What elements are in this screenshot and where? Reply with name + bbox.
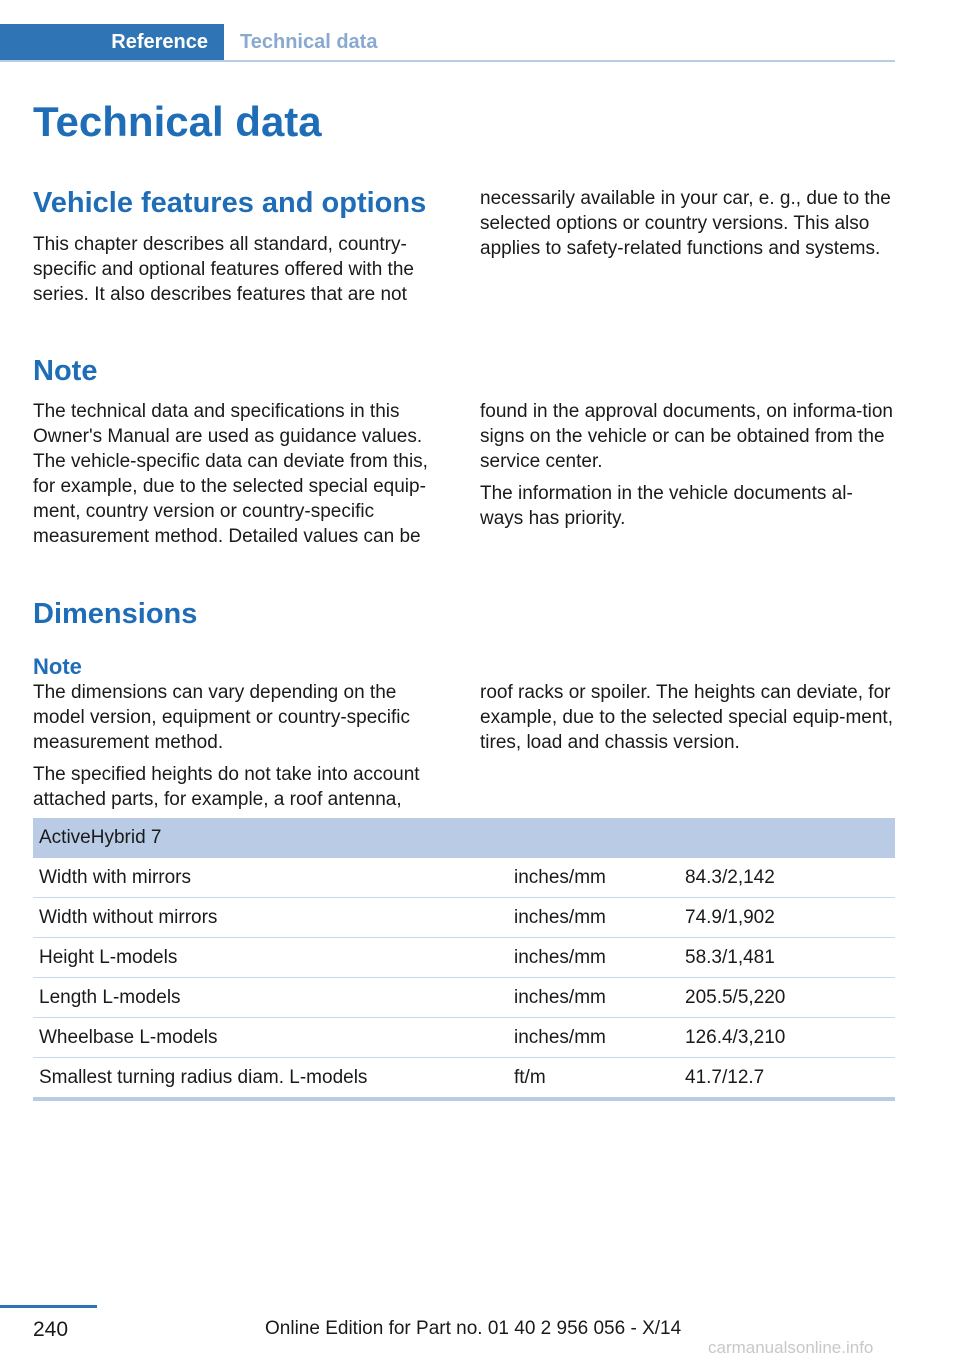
note-right-text-2: The information in the vehicle documents al-ways has priority.	[480, 483, 853, 529]
table-row	[33, 898, 895, 938]
row-label: Width with mirrors	[33, 858, 508, 898]
row-unit: inches/mm	[508, 858, 679, 898]
row-label: Smallest turning radius diam. L-models	[33, 1058, 508, 1100]
row-label: Width without mirrors	[33, 898, 508, 938]
table-header-row	[33, 818, 895, 858]
vehicle-features-right-text: necessarily available in your car, e. g., due to the selected options or country versions. This also applies to safety-related functions and systems.	[480, 188, 891, 259]
vehicle-features-right-column	[480, 186, 895, 268]
dimensions-left-column	[33, 680, 448, 819]
table-row	[33, 938, 895, 978]
dimensions-heading: Dimensions	[33, 598, 198, 630]
row-value: 74.9/1,902	[679, 898, 895, 938]
page-number: 240	[33, 1318, 69, 1341]
dimensions-note-heading: Note	[33, 654, 82, 679]
note-right-text-1: found in the approval documents, on informa-tion signs on the vehicle or can be obtained from the service center.	[480, 401, 893, 472]
dimensions-left-text-1: The dimensions can vary depending on the model version, equipment or country-specific measurement method.	[33, 682, 411, 753]
tab-technical-data[interactable]: Technical data	[240, 30, 378, 53]
footer-divider	[0, 1305, 97, 1308]
row-value: 58.3/1,481	[679, 938, 895, 978]
table-header: ActiveHybrid 7	[33, 818, 895, 858]
row-unit: ft/m	[508, 1058, 679, 1100]
note-left-text: The technical data and specifications in this Owner's Manual are used as guidance values. The vehicle-specific data can deviate from this, for example, due to the selected special equip-ment, country version or country-specific measurement method. Detailed values can be	[33, 401, 428, 547]
page-title: Technical data	[33, 98, 322, 145]
table-row	[33, 1058, 895, 1100]
dimensions-right-column	[480, 680, 895, 762]
edition-note: Online Edition for Part no. 01 40 2 956 056 - X/14	[265, 1318, 682, 1339]
row-unit: inches/mm	[508, 978, 679, 1018]
note-left-column	[33, 399, 448, 556]
dimensions-right-text: roof racks or spoiler. The heights can deviate, for example, due to the selected special equip-ment, tires, load and chassis version.	[480, 682, 893, 753]
row-value: 205.5/5,220	[679, 978, 895, 1018]
note-right-column	[480, 399, 895, 538]
row-label: Wheelbase L-models	[33, 1018, 508, 1058]
row-unit: inches/mm	[508, 1018, 679, 1058]
vehicle-features-left-column	[33, 232, 448, 314]
header-divider	[0, 60, 895, 62]
watermark: carmanualsonline.info	[708, 1338, 874, 1357]
vehicle-features-left-text: This chapter describes all standard, country-specific and optional features offered with the series. It also describes features that are not	[33, 234, 414, 305]
row-unit: inches/mm	[508, 938, 679, 978]
table-row	[33, 978, 895, 1018]
row-value: 126.4/3,210	[679, 1018, 895, 1058]
row-unit: inches/mm	[508, 898, 679, 938]
row-value: 84.3/2,142	[679, 858, 895, 898]
row-label: Length L-models	[33, 978, 508, 1018]
note-heading: Note	[33, 355, 98, 387]
vehicle-features-heading: Vehicle features and options	[33, 187, 427, 219]
table-row	[33, 858, 895, 898]
tab-reference[interactable]: Reference	[0, 24, 224, 60]
row-value: 41.7/12.7	[679, 1058, 895, 1100]
row-label: Height L-models	[33, 938, 508, 978]
dimensions-left-text-2: The specified heights do not take into account attached parts, for example, a roof antenna,	[33, 764, 420, 810]
table-row	[33, 1018, 895, 1058]
page-header	[0, 24, 895, 62]
dimensions-table	[33, 818, 895, 1101]
